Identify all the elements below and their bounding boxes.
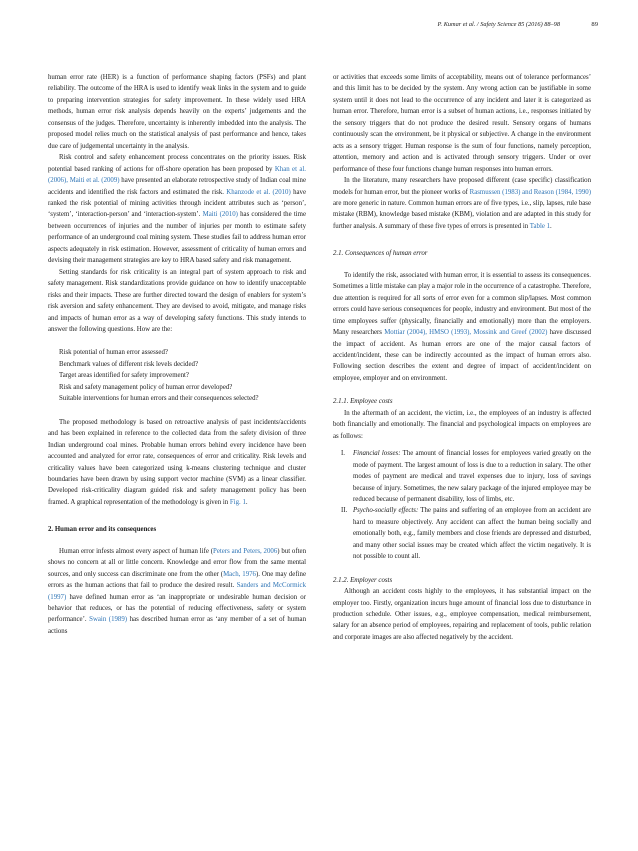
citation-link[interactable]: Swain (1989): [89, 616, 128, 624]
item-term: Psycho-socially effects:: [353, 507, 419, 515]
list-item: Target areas identified for safety improvement?: [59, 372, 189, 380]
figure-link[interactable]: Fig. 1: [229, 498, 246, 506]
list-item: [333, 505, 591, 562]
paragraph: or activities that exceeds some limits of acceptability, means out of tolerance performances’ and this limit has to be decided by the system. Any wrong action can be justifiable in some system until it does not lead to the occurrence of any incident and later it is categorized as human error. Therefore, human error is a subset of human actions, i.e., responses initiated by the sensory triggers that do not produce the desired result. Sensory organs of humans continuously scan the environment, be it physical or subjective. A change in the environment acts as a sensory trigger. Human response is the sum of four functions, namely perception, attention, memory and action and is activated through sensory triggers. Under or over performance of these four functions change human responses into human errors.: [333, 74, 591, 173]
paragraph: [48, 152, 306, 267]
citation-link[interactable]: Mach, 1976: [223, 570, 256, 578]
text: have defined human error as ‘an inappropriate or undesirable human decision or behavior that reduces, or has the potential of reducing effectiveness, safety or system performance’.: [48, 593, 306, 624]
text: In the literature, many researchers have proposed different (case specific) classification models for human error, but the pioneer works of: [333, 177, 591, 196]
list-item: [333, 448, 591, 505]
text: has described human error as ‘any member of a set of human actions: [48, 616, 306, 635]
text: are more generic in nature. Common human errors are of five types, i.e., slip, lapses, rule base mistake (RBM), knowledge based mistake (KBM), violation and are adapted in this study for further analysis. A summary of these five types of errors is presented in: [333, 199, 591, 230]
citation-link[interactable]: Khanzode et al. (2010): [226, 188, 291, 196]
paragraph: [333, 270, 591, 385]
list-item: Risk potential of human error assessed?: [59, 349, 168, 357]
text: have ranked the risk potential of mining activities through incident attributes such as ‘person’, ‘system’, ‘interaction-person’ and ‘interaction-system’.: [48, 188, 306, 219]
section-heading: 2. Human error and its consequences: [48, 526, 157, 534]
item-number: I.: [341, 450, 345, 458]
citation-link[interactable]: Khan et al. (2006), Maiti et al. (2009): [48, 165, 306, 185]
paragraph: [48, 417, 306, 509]
running-header: [48, 21, 598, 33]
item-number: II.: [341, 507, 348, 515]
paragraph: human error rate (HER) is a function of performance shaping factors (PSFs) and plant reliability. The outcome of the HRA is used to identify weak links in the system and to guide to preparing intervention strategies for safety improvement. In these widely used HRA methods, human error risk analysis depends heavily on the experts’ judgements and the consensus of the judges. Therefore, uncertainty is inherently imbedded into the analysis. The proposed model relies much on the statistical analysis of past performance and hence, takes due care of judgemental uncertainty in the analysis.: [48, 74, 306, 150]
paragraph: [48, 546, 306, 638]
text: have presented an elaborate retrospective study of Indian coal mine accidents and identified the risk factors and estimated the risk.: [48, 177, 306, 196]
text: The proposed methodology is based on retroactive analysis of past incidents/accidents and has been explained in reference to the collected data from the safety division of three Indian underground coal mines. Probable human errors behind every incidence have been accounted and analyzed for error rate, consequences of error and criticality. Risk levels and criticality values have been categorized using k-means clustering technique and cluster boundaries have been drawn by using support vector machine (SVM) as a linear classifier. Developed risk-criticality diagram guided risk and safety management policy has been framed. A graphical representation of the methodology is given in: [48, 418, 306, 506]
text: .: [245, 498, 248, 506]
citation-link[interactable]: Rasmussen (1983) and Reason (1984, 1990): [469, 188, 591, 196]
text: Risk control and safety enhancement process concentrates on the priority issues. Risk potential based ranking of actions for off-shore operation has been proposed by: [48, 154, 306, 173]
citation-link[interactable]: Peters and Peters, 2006: [213, 547, 278, 555]
paragraph: Setting standards for risk criticality is an integral part of system approach to risk and safety management. Risk standardizations provide guidance on how to identify unacceptable risks and their impacts. These are further directed toward the design of enablers for system’s risk aversion and safety enhancement. They are devised to avoid, mitigate, and manage risks and impacts of human error as a way of developing safety functions. This study intends to answer the following questions. How are the:: [48, 268, 306, 333]
text: ). One may define errors as the human actions that fail to produce the desired result.: [48, 570, 306, 590]
paragraph: In the aftermath of an accident, the victim, i.e., the employees of an industry is affected both financially and emotionally. The financial and psychological impacts on employees are as follows:: [333, 409, 591, 440]
text: Human error infests almost every aspect of human life (: [59, 547, 214, 555]
left-column: [48, 72, 306, 637]
citation-link[interactable]: Mottiar (2004), HMSO (1993), Mossink and Greef (2002): [384, 329, 548, 337]
question-list: [59, 347, 306, 404]
list-item: Suitable interventions for human errors and their consequences selected?: [59, 395, 259, 403]
list-item: Risk and safety management policy of human error developed?: [59, 383, 233, 391]
text: has considered the time between occurrences of injuries and the number of injuries per month to estimate safety performance of an underground coal mining system. These studies fail to address human error aspects adequately in risk estimation. However, assessment of criticality of human errors and devising their management strategies are key to HRA based safety and risk management.: [48, 211, 306, 265]
item-text: The pains and suffering of an employee from an accident are hard to measure objectively. Any accident can affect the human being socially and emotionally both, e.g., family members and close friends are depressed and disturbed, and many other social issues may be created which affect the victim negatively. It is not possible to count all.: [353, 507, 591, 561]
item-term: Financial losses:: [353, 450, 401, 458]
paragraph: [333, 175, 591, 232]
citation-link[interactable]: Maiti (2010): [202, 211, 238, 219]
list-item: Benchmark values of different risk levels decided?: [59, 360, 198, 368]
journal-reference: P. Kumar et al. / Safety Science 85 (2016) 88–98: [437, 21, 560, 28]
citation-link[interactable]: Sanders and McCormick (1997): [48, 582, 306, 601]
subsection-heading: 2.1. Consequences of human error: [333, 250, 428, 258]
page-number: 89: [591, 21, 598, 28]
paragraph: Although an accident costs highly to the employees, it has substantial impact on the employer too. Firstly, organization incurs huge amount of financial loss due to disturbance in production schedule. Other issues, e.g., employee compensation, medical reimbursement, salary for an absence period of employees, repairing and replacement of tools, public relation and corporate images are also affected negatively by the accident.: [333, 588, 591, 641]
item-text: The amount of financial losses for employees varied greatly on the mode of payment. The largest amount of loss is due to a reduction in salary. The other modes of payment are medical and travel expenses due to injury, loss of savings because of injury. Sometimes, the new salary package of the injured employee may be reduced because of permanent disability, loss of limbs, etc.: [353, 450, 591, 503]
text: .: [550, 222, 552, 230]
subsubsection-heading: 2.1.1. Employee costs: [333, 398, 393, 406]
table-link[interactable]: Table 1: [529, 222, 551, 230]
text: ) but often shows no concern at all or little concern. Knowledge and error flow from the same mental sources, and only success can discriminate one from the other (: [48, 547, 306, 578]
subsubsection-heading: 2.1.2. Employer costs: [333, 576, 393, 584]
right-column: [333, 72, 591, 643]
text: To identify the risk, associated with human error, it is essential to assess its consequences. Sometimes a little mistake can play a major role in the occurrence of a catastrophe. Therefore, due attention is required for all sorts of error even for a common slip/lapses. Most common errors could have serious consequences for people, industry and environment. But most of the time employees suffer (physically, financially and emotionally) more than the employers. Many researchers: [333, 271, 591, 337]
text: have discussed the impact of accident. As human errors are one of the major causal factors of accident/incident, these can be indirectly accounted as the impact of human errors also. Following section describes the extent and degree of impact of accident/incident on employee, employer and on environment.: [333, 329, 591, 382]
impact-list: [333, 448, 591, 563]
